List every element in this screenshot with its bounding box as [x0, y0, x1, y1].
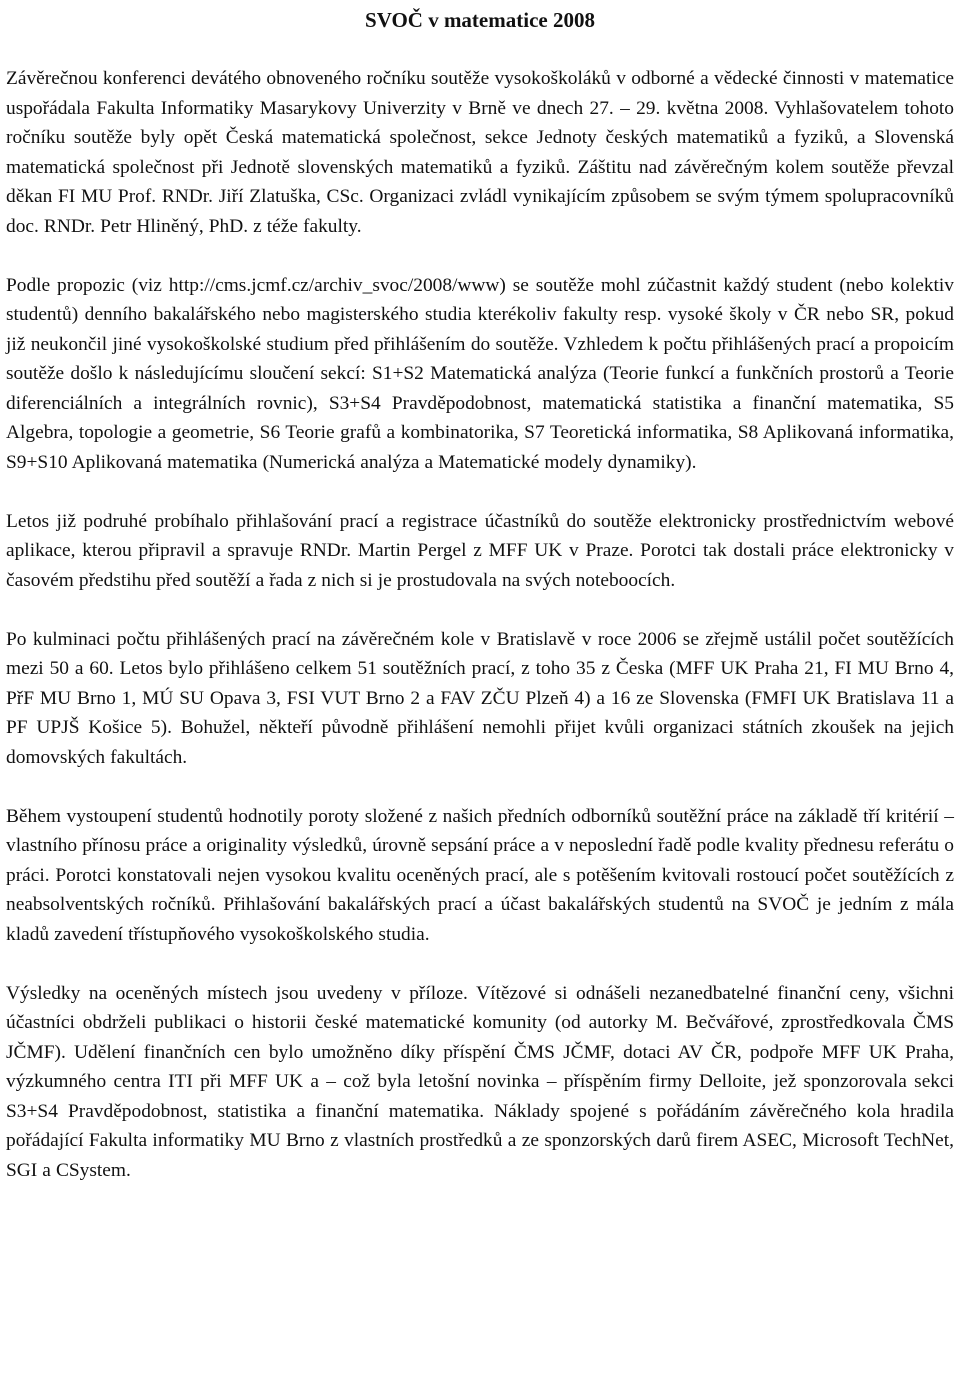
paragraph-registration: Letos již podruhé probíhalo přihlašování prací a registrace účastníků do soutěže elektronicky prostřednictvím webové aplikace, kterou připravil a spravuje RNDr. Martin Pergel z MFF UK v Praze. Porotci tak dostali práce elektronicky v časovém předstihu před soutěží a řada z nich si je prostudovala na svých noteboocích.: [6, 510, 954, 591]
document-title: SVOČ v matematice 2008: [365, 8, 595, 32]
paragraph-evaluation: Během vystoupení studentů hodnotily poroty složené z našich předních odborníků soutěžní práce na základě tří kritérií – vlastního přínosu práce a originality výsledků, úrovně sepsání práce a v neposlední řadě podle kvality přednesu referátu o práci. Porotci konstatovali nejen vysokou kvalitu oceněných prací, ale s potěšením kvitovali rostoucí počet soutěžících z neabsolventských ročníků. Přihlašování bakalářských prací a účast bakalářských studentů na SVOČ je jedním z mála kladů zavedení třístupňového vysokoškolského studia.: [6, 805, 954, 945]
paragraph-participants: Po kulminaci počtu přihlášených prací na závěrečném kole v Bratislavě v roce 2006 se zřejmě ustálil počet soutěžících mezi 50 a 60. Letos bylo přihlášeno celkem 51 soutěžních prací, z toho 35 z Česka (MFF UK Praha 21, FI MU Brno 4, PřF MU Brno 1, MÚ SU Opava 3, FSI VUT Brno 2 a FAV ZČU Plzeň 4) a 16 ze Slovenska (FMFI UK Bratislava 11 a PF UPJŠ Košice 5). Bohužel, někteří původně přihlášení nemohli přijet kvůli organizaci státních zkoušek na jejich domovských fakultách.: [6, 628, 954, 768]
document-body: [6, 64, 954, 1185]
paragraph-rules-sections: Podle propozic (viz http://cms.jcmf.cz/archiv_svoc/2008/www) se soutěže mohl zúčastnit každý student (nebo kolektiv studentů) denního bakalářského nebo magisterského studia kterékoliv fakulty resp. vysoké školy v ČR nebo SR, pokud již neukončil jiné vysokoškolské studium před přihlášením do soutěže. Vzhledem k počtu přihlášených prací a propoicím soutěže došlo k následujícímu sloučení sekcí: S1+S2 Matematická analýza (Teorie funkcí a funkčních prostorů a Teorie diferenciálních a integrálních rovnic), S3+S4 Pravděpodobnost, matematická statistika a finanční matematika, S5 Algebra, topologie a geometrie, S6 Teorie grafů a kombinatorika, S7 Teoretická informatika, S8 Aplikovaná informatika, S9+S10 Aplikovaná matematika (Numerická analýza a Matematické modely dynamiky).: [6, 274, 954, 473]
paragraph-intro: Závěrečnou konferenci devátého obnoveného ročníku soutěže vysokoškoláků v odborné a vědecké činnosti v matematice uspořádala Fakulta Informatiky Masarykovy Univerzity v Brně ve dnech 27. – 29. května 2008. Vyhlašovatelem tohoto ročníku soutěže byly opět Česká matematická společnost, sekce Jednoty českých matematiků a fyziků, a Slovenská matematická společnost při Jednotě slovenských matematiků a fyziků. Záštitu nad závěrečným kolem soutěže převzal děkan FI MU Prof. RNDr. Jiří Zlatuška, CSc. Organizaci zvládl vynikajícím způsobem se svým týmem spolupracovníků doc. RNDr. Petr Hliněný, PhD. z téže fakulty.: [6, 68, 954, 237]
paragraph-results-sponsors: Výsledky na oceněných místech jsou uvedeny v příloze. Vítězové si odnášeli nezanedbatelné finanční ceny, všichni účastníci obdrželi publikaci o historii české matematické komunity (od autorky M. Bečvářové, zprostředkovala ČMS JČMF). Udělení finančních cen bylo umožněno díky příspění ČMS JČMF, dotaci AV ČR, podpoře MFF UK Praha, výzkumného centra ITI při MFF UK a – což byla letošní novinka – příspěním firmy Delloite, jež sponzorovala sekci S3+S4 Pravděpodobnost, statistika a finanční matematika. Náklady spojené s pořádáním závěrečného kola hradila pořádající Fakulta informatiky MU Brno z vlastních prostředků a ze sponzorských darů firem ASEC, Microsoft TechNet, SGI a CSystem.: [6, 982, 954, 1181]
document-page: [6, 0, 954, 1396]
